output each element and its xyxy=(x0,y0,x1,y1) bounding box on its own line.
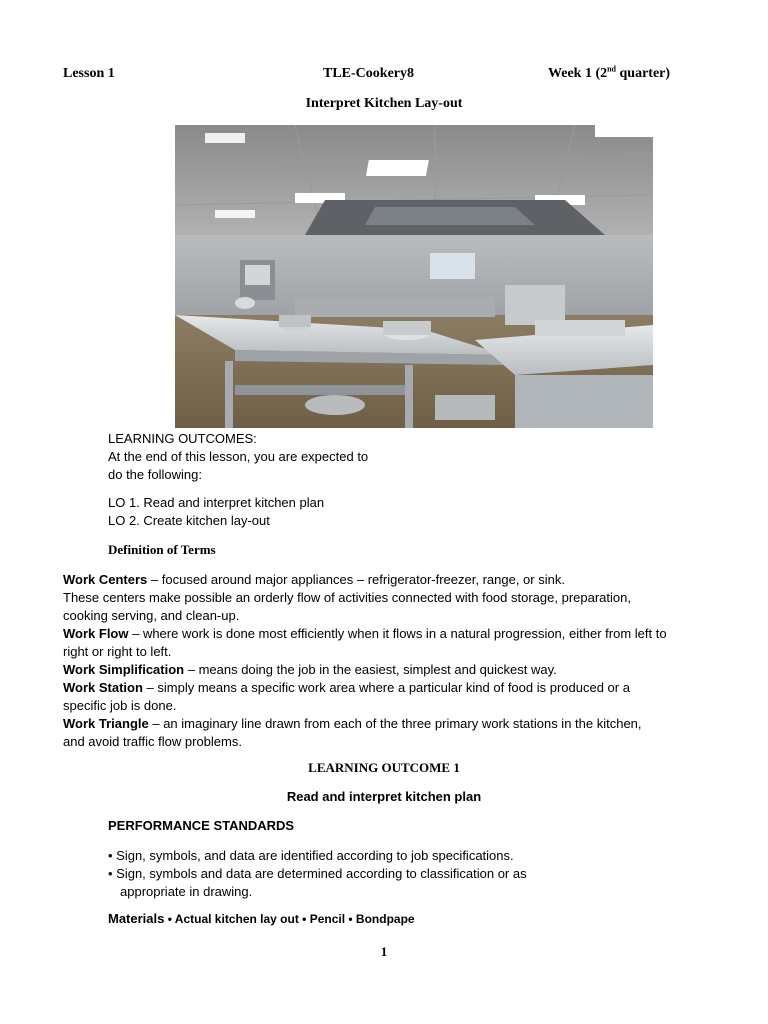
lo1-heading: LEARNING OUTCOME 1 xyxy=(308,760,460,775)
page-title: Interpret Kitchen Lay-out xyxy=(305,96,463,111)
lo1-subheading: Read and interpret kitchen plan xyxy=(286,789,482,804)
lo-list xyxy=(108,494,324,530)
materials-line xyxy=(108,911,415,926)
definition-work-station: Work Station – simply means a specific work area where a particular kind of food is produced or a specific job is done. xyxy=(63,680,630,713)
outcomes-heading: LEARNING OUTCOMES: xyxy=(108,431,257,446)
standard-item-1: • Sign, symbols, and data are identified according to job specifications. xyxy=(108,848,514,863)
lo2-item: LO 2. Create kitchen lay-out xyxy=(108,513,270,528)
definition-work-simplification: Work Simplification – means doing the job in the easiest, simplest and quickest way. xyxy=(63,662,557,677)
outcomes-intro-line2: do the following: xyxy=(108,467,202,482)
materials-items: • Actual kitchen lay out • Pencil • Bondpape xyxy=(164,912,415,926)
performance-standards-heading: PERFORMANCE STANDARDS xyxy=(108,818,295,833)
definitions-heading: Definition of Terms xyxy=(108,542,216,557)
definition-work-flow: Work Flow – where work is done most efficiently when it flows in a natural progression, either from left to right or right to left. xyxy=(63,626,667,659)
outcomes-block xyxy=(108,430,368,484)
week-label: Week 1 (2nd quarter) xyxy=(548,64,671,81)
standard-item-2: • Sign, symbols and data are determined according to classification or as xyxy=(108,866,527,881)
subject-label: TLE-Cookery8 xyxy=(323,66,414,81)
lo1-item: LO 1. Read and interpret kitchen plan xyxy=(108,495,325,510)
outcomes-intro-line1: At the end of this lesson, you are expected to xyxy=(108,449,369,464)
page-number: 1 xyxy=(380,944,388,959)
standards-list xyxy=(108,847,527,901)
lesson-label: Lesson 1 xyxy=(63,66,115,81)
kitchen-photo xyxy=(175,125,653,428)
definition-work-triangle: Work Triangle – an imaginary line drawn from each of the three primary work stations in the kitchen, and avoid traffic flow problems. xyxy=(63,716,642,749)
materials-label: Materials xyxy=(108,911,165,926)
definition-work-centers: Work Centers – focused around major appliances – refrigerator-freezer, range, or sink. These centers make possible an orderly flow of activities connected with food storage, preparation, cooking serving, and clean-up. xyxy=(63,572,631,623)
definitions-list xyxy=(63,571,723,751)
standard-item-2-cont: appropriate in drawing. xyxy=(120,884,253,899)
